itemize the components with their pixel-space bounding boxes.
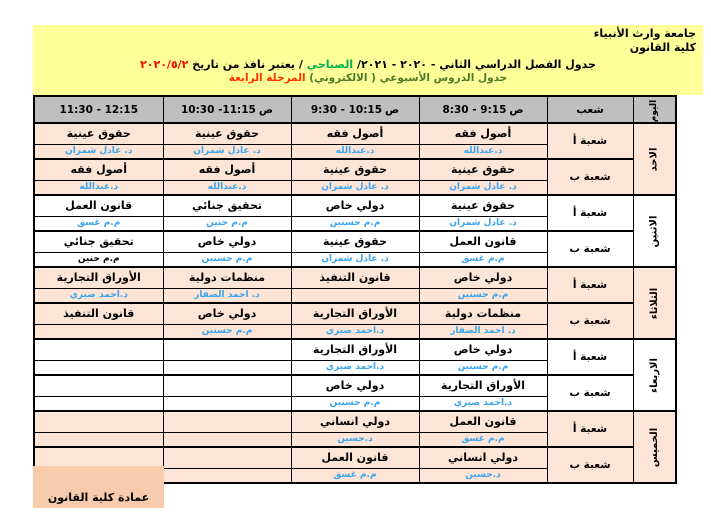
instructor-cell: م.م حنين (34, 253, 163, 268)
time-range: 9:30 - 10:15 (310, 103, 383, 116)
course-cell: دولي خاص (291, 195, 419, 217)
title-morning: الصباحي (306, 58, 354, 71)
am-marker: ص (258, 103, 273, 116)
time-column-header-3 (163, 96, 291, 123)
title-effective: / يعتبر نافذ من تاريخ (188, 58, 307, 71)
instructor-cell: م.م غسق (291, 469, 419, 484)
time-column-header-4 (34, 96, 163, 123)
header-band (33, 25, 703, 95)
section-cell: شعبة أ (547, 195, 633, 231)
instructor-cell: م.م حسنين (419, 361, 547, 376)
course-cell: قانون العمل (34, 195, 163, 217)
instructor-cell: د. عادل شمران (34, 145, 163, 160)
course-cell: قانون التنفيذ (34, 303, 163, 325)
course-row (34, 123, 676, 145)
instructor-cell (34, 325, 163, 340)
instructor-cell: د. احمد الصفار (419, 325, 547, 340)
day-label: الاحد (648, 147, 660, 171)
schedule-table (33, 95, 677, 484)
course-cell: دولي خاص (291, 375, 419, 397)
course-row (34, 195, 676, 217)
course-cell: قانون العمل (419, 231, 547, 253)
course-cell: دولي خاص (163, 303, 291, 325)
table-header-row (34, 96, 676, 123)
course-cell (163, 375, 291, 397)
section-cell: شعبة ب (547, 231, 633, 267)
instructor-cell: م.م غسق (419, 253, 547, 268)
day-label: الاربعاء (648, 357, 660, 393)
course-row (34, 339, 676, 361)
course-cell: أصول فقه (163, 159, 291, 181)
instructor-cell: م.م غسق (34, 217, 163, 232)
instructor-cell: د. عادل شمران (291, 181, 419, 196)
course-cell: دولي انساني (419, 447, 547, 469)
course-cell: دولي خاص (419, 267, 547, 289)
course-cell: تحقيق جنائي (163, 195, 291, 217)
course-cell: حقوق عينية (419, 195, 547, 217)
instructor-cell: م.م حسنين (291, 217, 419, 232)
course-cell: قانون العمل (291, 447, 419, 469)
instructor-cell: د. احمد الصفار (163, 289, 291, 304)
course-cell: أصول فقه (419, 123, 547, 145)
course-cell: دولي خاص (163, 231, 291, 253)
university-name: جامعة وارث الأنبياء (593, 27, 696, 40)
am-marker: ص (385, 103, 400, 116)
day-cell (633, 267, 676, 339)
course-cell: تحقيق جنائي (34, 231, 163, 253)
course-cell: منظمات دولية (419, 303, 547, 325)
day-column-header (633, 96, 676, 123)
course-cell: قانون التنفيذ (291, 267, 419, 289)
day-cell (633, 195, 676, 267)
course-cell: حقوق عينية (291, 159, 419, 181)
title-semester: جدول الفصل الدراسي الثاني - ٢٠٢٠ - ٢٠٢١/ (353, 58, 596, 71)
course-row (34, 411, 676, 433)
time-range: 10:30 -11:15 (181, 103, 256, 116)
deanship-block (33, 466, 164, 508)
instructor-cell: د.عبدالله (291, 145, 419, 160)
course-cell (163, 339, 291, 361)
course-row (34, 375, 676, 397)
course-cell: دولي خاص (419, 339, 547, 361)
day-cell (633, 339, 676, 411)
instructor-cell: م.م حسنين (291, 397, 419, 412)
course-cell: الأوراق التجارية (291, 303, 419, 325)
day-cell (633, 123, 676, 195)
instructor-cell (291, 289, 419, 304)
section-cell: شعبة أ (547, 339, 633, 375)
instructor-cell: د. عادل شمران (291, 253, 419, 268)
instructor-cell: د.عبدالله (419, 145, 547, 160)
instructor-cell (163, 433, 291, 448)
instructor-cell: د. عادل شمران (419, 217, 547, 232)
instructor-cell: د.عبدالله (34, 181, 163, 196)
course-row (34, 267, 676, 289)
instructor-cell (34, 361, 163, 376)
instructor-cell: د.احمد صبري (34, 289, 163, 304)
course-cell: منظمات دولية (163, 267, 291, 289)
instructor-cell: د.احمد صبري (291, 361, 419, 376)
section-cell: شعبة أ (547, 123, 633, 159)
instructor-cell (163, 469, 291, 484)
day-label: الاثنين (648, 215, 660, 247)
section-cell: شعبة ب (547, 375, 633, 411)
title-date: ٢٠٢٠/٥/٢ (140, 58, 189, 71)
course-cell: حقوق عينية (163, 123, 291, 145)
course-cell: الأوراق التجارية (291, 339, 419, 361)
time-column-header-2 (291, 96, 419, 123)
section-cell: شعبة ب (547, 303, 633, 339)
course-cell: حقوق عينية (34, 123, 163, 145)
day-header-label: اليوم (649, 99, 660, 122)
course-cell: الأوراق التجارية (34, 267, 163, 289)
time-range: 11:30 - 12:15 (59, 103, 138, 116)
schedule-subtitle (33, 72, 703, 84)
section-column-header: شعب (547, 96, 633, 123)
day-label: الثلاثاء (648, 287, 660, 319)
course-cell: دولي انساني (291, 411, 419, 433)
section-cell: شعبة أ (547, 411, 633, 447)
day-cell (633, 411, 676, 483)
course-cell (34, 339, 163, 361)
course-row (34, 303, 676, 325)
course-cell: حقوق عينية (291, 231, 419, 253)
instructor-cell: د.احمد صبري (291, 325, 419, 340)
course-row (34, 159, 676, 181)
instructor-cell: د.حسين (419, 469, 547, 484)
instructor-cell: م.م حسنين (163, 325, 291, 340)
instructor-cell: د.عبدالله (163, 181, 291, 196)
instructor-cell: م.م غسق (419, 433, 547, 448)
instructor-cell (34, 397, 163, 412)
course-cell: أصول فقه (291, 123, 419, 145)
course-cell (34, 411, 163, 433)
course-cell: أصول فقه (34, 159, 163, 181)
schedule-title (33, 58, 703, 71)
course-cell (163, 411, 291, 433)
college-name: كلية القانون (629, 41, 696, 54)
instructor-cell: د. عادل شمران (163, 145, 291, 160)
section-cell: شعبة ب (547, 447, 633, 483)
course-cell: الأوراق التجارية (419, 375, 547, 397)
time-range: 8:30 - 9:15 (442, 103, 507, 116)
course-cell (34, 375, 163, 397)
subtitle-weekly: جدول الدروس الأسبوعي ( الالكتروني) (305, 72, 508, 84)
section-cell: شعبة أ (547, 267, 633, 303)
am-marker: ص (509, 103, 524, 116)
section-cell: شعبة ب (547, 159, 633, 195)
course-row (34, 231, 676, 253)
deanship-label: عمادة كلية القانون (47, 491, 150, 504)
instructor-cell: م.م حسنين (419, 289, 547, 304)
time-column-header-1 (419, 96, 547, 123)
day-label: الخميس (648, 427, 660, 467)
instructor-cell (163, 361, 291, 376)
instructor-cell (163, 397, 291, 412)
course-cell: حقوق عينية (419, 159, 547, 181)
course-cell: قانون العمل (419, 411, 547, 433)
instructor-cell: م.م حسنين (163, 253, 291, 268)
instructor-cell: م.م حنين (163, 217, 291, 232)
instructor-cell: د.احمد صبري (419, 397, 547, 412)
subtitle-stage: المرحلة الرابعة (228, 72, 306, 84)
course-cell (163, 447, 291, 469)
instructor-cell (34, 433, 163, 448)
instructor-cell: د.حسين (291, 433, 419, 448)
instructor-cell: د. عادل شمران (419, 181, 547, 196)
